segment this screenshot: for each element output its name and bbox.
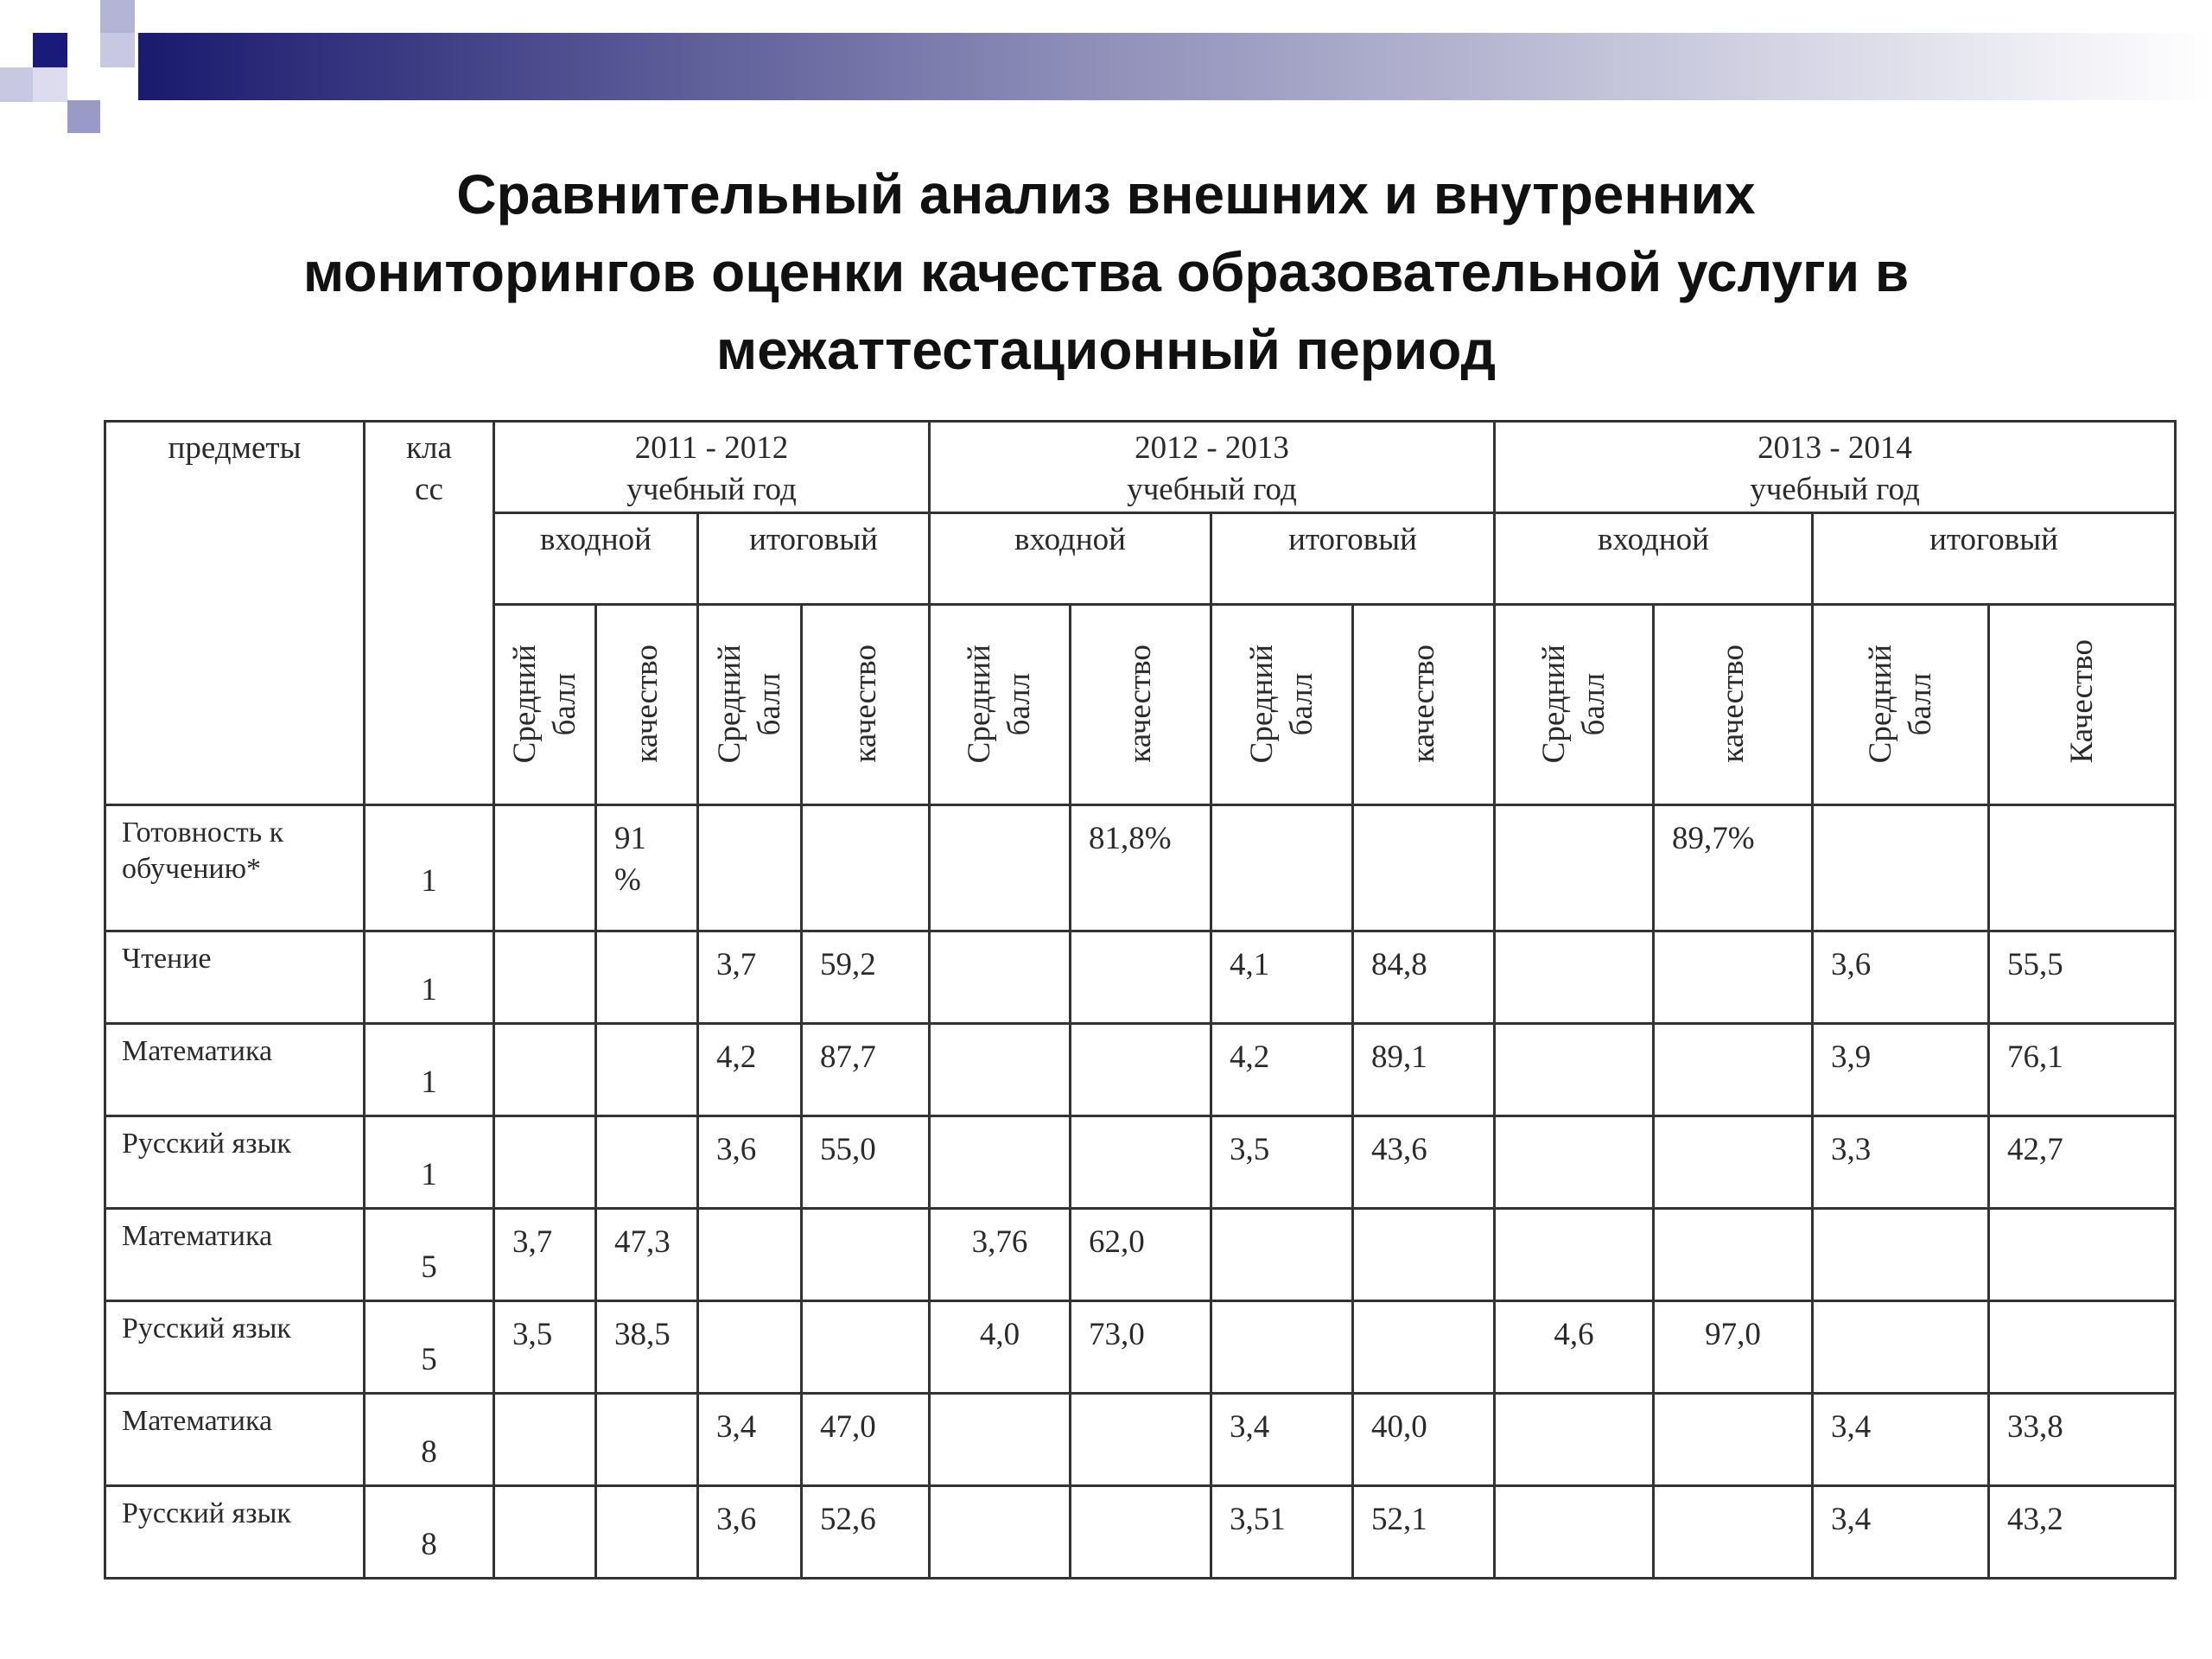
value-cell	[698, 1301, 802, 1394]
value-cell	[930, 805, 1071, 931]
header-final: итоговый	[1813, 513, 2176, 605]
value-cell: 3,6	[698, 1486, 802, 1579]
table-row	[105, 1209, 2176, 1301]
subject-cell: Русский язык	[105, 1301, 365, 1394]
value-cell: 40,0	[1353, 1394, 1495, 1486]
value-cell: 59,2	[802, 931, 930, 1024]
value-cell	[802, 805, 930, 931]
value-cell: 76,1	[1989, 1024, 2176, 1116]
value-cell: 3,4	[1813, 1486, 1989, 1579]
subject-cell: Русский язык	[105, 1486, 365, 1579]
value-cell: 4,1	[1211, 931, 1353, 1024]
value-cell: 89,1	[1353, 1024, 1495, 1116]
value-cell: 38,5	[596, 1301, 698, 1394]
comparison-table	[104, 420, 2177, 1580]
value-cell: 3,4	[1813, 1394, 1989, 1486]
class-cell: 1	[365, 805, 494, 931]
header-class: кла сс	[365, 422, 494, 805]
value-cell: 3,9	[1813, 1024, 1989, 1116]
header-entry: входной	[930, 513, 1211, 605]
banner-square	[67, 100, 100, 133]
slide-title-line: межаттестационный период	[715, 319, 1497, 381]
value-cell: 42,7	[1989, 1116, 2176, 1209]
value-cell: 3,4	[698, 1394, 802, 1486]
value-cell	[1654, 1394, 1813, 1486]
value-cell: 47,0	[802, 1394, 930, 1486]
class-cell: 5	[365, 1209, 494, 1301]
class-cell: 1	[365, 1116, 494, 1209]
value-cell	[698, 805, 802, 931]
value-cell	[1813, 1209, 1989, 1301]
value-cell	[494, 931, 596, 1024]
value-cell	[1495, 1116, 1654, 1209]
banner-square	[0, 67, 33, 102]
table-row	[105, 1024, 2176, 1116]
subject-cell: Чтение	[105, 931, 365, 1024]
value-cell	[1353, 805, 1495, 931]
value-cell	[596, 1394, 698, 1486]
subject-cell: Русский язык	[105, 1116, 365, 1209]
header-entry: входной	[1495, 513, 1813, 605]
value-cell: 3,7	[494, 1209, 596, 1301]
value-cell	[1071, 931, 1211, 1024]
value-cell	[1071, 1116, 1211, 1209]
slide-title-line: Сравнительный анализ внешних и внутренних	[456, 163, 1756, 226]
header-metric: Средний балл	[1211, 605, 1353, 805]
value-cell	[494, 1486, 596, 1579]
header-year-2012-2013: 2012 - 2013 учебный год	[930, 422, 1495, 513]
value-cell	[698, 1209, 802, 1301]
value-cell	[1071, 1024, 1211, 1116]
value-cell: 43,6	[1353, 1116, 1495, 1209]
subject-cell: Математика	[105, 1394, 365, 1486]
value-cell: 4,6	[1495, 1301, 1654, 1394]
banner-square	[100, 33, 135, 67]
value-cell: 3,6	[1813, 931, 1989, 1024]
header-metric: качество	[1071, 605, 1211, 805]
value-cell	[1813, 1301, 1989, 1394]
banner-square	[33, 67, 67, 102]
subject-cell: Математика	[105, 1024, 365, 1116]
subject-cell: Готовность к обучению*	[105, 805, 365, 931]
value-cell: 3,3	[1813, 1116, 1989, 1209]
header-banner	[0, 0, 2212, 138]
class-cell: 1	[365, 1024, 494, 1116]
value-cell	[1654, 931, 1813, 1024]
value-cell	[1211, 1209, 1353, 1301]
value-cell: 3,5	[494, 1301, 596, 1394]
value-cell: 62,0	[1071, 1209, 1211, 1301]
value-cell	[930, 1116, 1071, 1209]
value-cell: 81,8%	[1071, 805, 1211, 931]
value-cell: 3,7	[698, 931, 802, 1024]
subject-cell: Математика	[105, 1209, 365, 1301]
value-cell	[930, 1024, 1071, 1116]
value-cell	[1989, 805, 2176, 931]
class-cell: 5	[365, 1301, 494, 1394]
table-row	[105, 805, 2176, 931]
class-cell: 8	[365, 1394, 494, 1486]
value-cell	[596, 1486, 698, 1579]
value-cell	[494, 1116, 596, 1209]
class-cell: 8	[365, 1486, 494, 1579]
value-cell	[1211, 805, 1353, 931]
value-cell: 33,8	[1989, 1394, 2176, 1486]
header-metric: Средний балл	[930, 605, 1071, 805]
value-cell	[1495, 1394, 1654, 1486]
value-cell	[596, 1116, 698, 1209]
value-cell: 43,2	[1989, 1486, 2176, 1579]
header-metric: качество	[1654, 605, 1813, 805]
value-cell	[1989, 1209, 2176, 1301]
value-cell	[596, 931, 698, 1024]
value-cell: 89,7%	[1654, 805, 1813, 931]
value-cell: 3,51	[1211, 1486, 1353, 1579]
value-cell	[1813, 805, 1989, 931]
header-subjects: предметы	[105, 422, 365, 805]
slide-title	[130, 156, 2082, 389]
value-cell: 87,7	[802, 1024, 930, 1116]
header-final: итоговый	[698, 513, 930, 605]
header-metric: Средний балл	[494, 605, 596, 805]
value-cell	[1211, 1301, 1353, 1394]
value-cell	[1071, 1394, 1211, 1486]
value-cell	[802, 1209, 930, 1301]
value-cell	[494, 1024, 596, 1116]
value-cell	[930, 1486, 1071, 1579]
value-cell: 4,2	[1211, 1024, 1353, 1116]
table-row	[105, 1486, 2176, 1579]
header-metric: качество	[596, 605, 698, 805]
value-cell	[1989, 1301, 2176, 1394]
value-cell: 3,76	[930, 1209, 1071, 1301]
value-cell: 55,5	[1989, 931, 2176, 1024]
slide-title-line: мониторингов оценки качества образовательной услуги в	[302, 241, 1910, 303]
table-row	[105, 1394, 2176, 1486]
value-cell	[1654, 1486, 1813, 1579]
banner-square	[33, 33, 67, 67]
value-cell: 3,5	[1211, 1116, 1353, 1209]
header-metric: Средний балл	[1495, 605, 1654, 805]
header-final: итоговый	[1211, 513, 1495, 605]
header-row-years	[105, 422, 2176, 513]
header-metric: Средний балл	[698, 605, 802, 805]
table-row	[105, 1116, 2176, 1209]
table-row	[105, 931, 2176, 1024]
value-cell	[802, 1301, 930, 1394]
value-cell	[1495, 1486, 1654, 1579]
value-cell: 52,6	[802, 1486, 930, 1579]
value-cell	[1654, 1116, 1813, 1209]
value-cell: 52,1	[1353, 1486, 1495, 1579]
value-cell	[1495, 1209, 1654, 1301]
value-cell	[1654, 1024, 1813, 1116]
header-metric: Качество	[1989, 605, 2176, 805]
header-year-2013-2014: 2013 - 2014 учебный год	[1495, 422, 2176, 513]
value-cell: 47,3	[596, 1209, 698, 1301]
value-cell: 3,6	[698, 1116, 802, 1209]
value-cell: 97,0	[1654, 1301, 1813, 1394]
value-cell: 4,2	[698, 1024, 802, 1116]
value-cell	[1495, 1024, 1654, 1116]
table-row	[105, 1301, 2176, 1394]
value-cell	[1071, 1486, 1211, 1579]
header-entry: входной	[494, 513, 698, 605]
value-cell: 3,4	[1211, 1394, 1353, 1486]
header-metric: качество	[802, 605, 930, 805]
value-cell	[494, 805, 596, 931]
value-cell	[930, 931, 1071, 1024]
value-cell	[1353, 1301, 1495, 1394]
value-cell: 84,8	[1353, 931, 1495, 1024]
value-cell	[1353, 1209, 1495, 1301]
value-cell	[1495, 931, 1654, 1024]
class-cell: 1	[365, 931, 494, 1024]
value-cell	[930, 1394, 1071, 1486]
header-metric: Средний балл	[1813, 605, 1989, 805]
value-cell: 55,0	[802, 1116, 930, 1209]
header-metric: качество	[1353, 605, 1495, 805]
banner-gradient-bar	[138, 33, 2212, 100]
value-cell: 4,0	[930, 1301, 1071, 1394]
value-cell	[596, 1024, 698, 1116]
value-cell	[1654, 1209, 1813, 1301]
value-cell	[494, 1394, 596, 1486]
banner-square	[100, 0, 135, 33]
header-year-2011-2012: 2011 - 2012 учебный год	[494, 422, 930, 513]
value-cell	[1495, 805, 1654, 931]
value-cell: 73,0	[1071, 1301, 1211, 1394]
value-cell: 91 %	[596, 805, 698, 931]
